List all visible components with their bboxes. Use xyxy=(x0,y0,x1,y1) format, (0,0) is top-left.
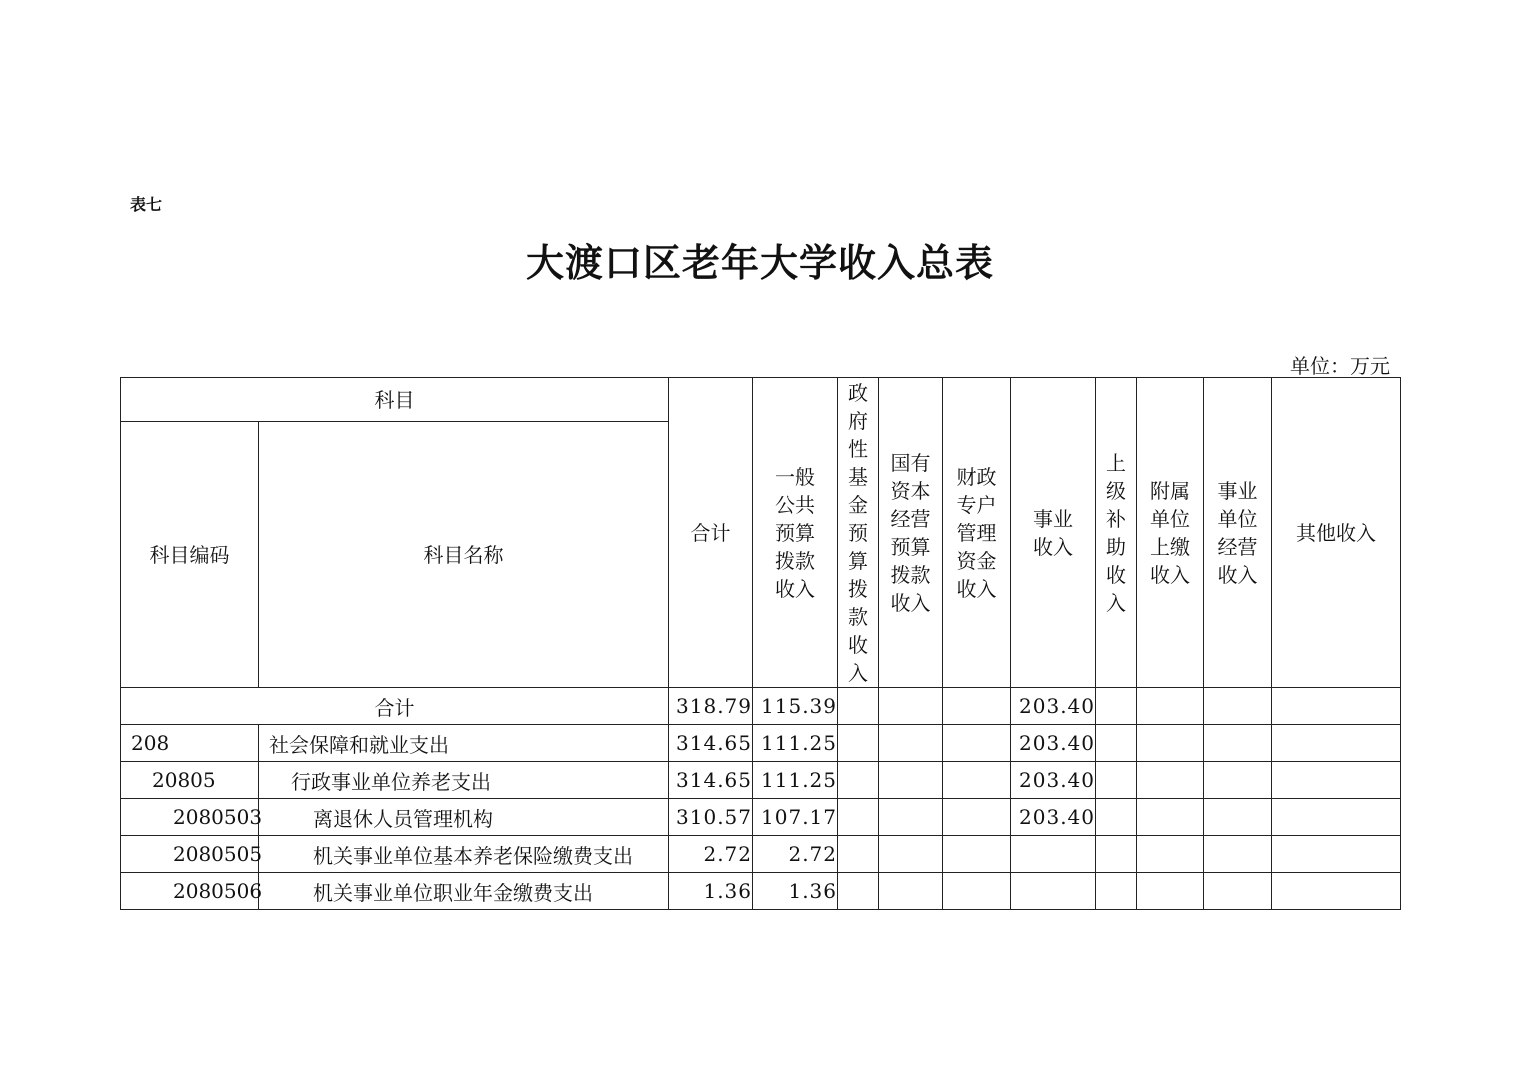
header-subject: 科目 xyxy=(121,378,669,422)
row-superior-subsidy xyxy=(1096,873,1137,910)
row-state-capital xyxy=(879,836,943,873)
table-row xyxy=(121,762,1401,799)
row-gov-fund xyxy=(838,725,879,762)
row-business-operation xyxy=(1204,762,1272,799)
total-row xyxy=(121,688,1401,725)
header-subject-code: 科目编码 xyxy=(121,422,259,688)
row-name: 机关事业单位基本养老保险缴费支出 xyxy=(259,836,669,873)
row-fiscal-special xyxy=(943,873,1011,910)
row-fiscal-special xyxy=(943,762,1011,799)
row-total: 310.57 xyxy=(669,799,753,836)
row-code: 208 xyxy=(121,725,259,762)
header-gov-fund: 政府性基金预算拨款收入 xyxy=(838,378,879,688)
row-name: 社会保障和就业支出 xyxy=(259,725,669,762)
header-other-income: 其他收入 xyxy=(1272,378,1401,688)
table-row xyxy=(121,799,1401,836)
row-business-operation xyxy=(1204,799,1272,836)
header-state-capital: 国有资本经营预算拨款收入 xyxy=(879,378,943,688)
row-business-income xyxy=(1011,836,1096,873)
row-state-capital xyxy=(879,725,943,762)
total-row-gov-fund xyxy=(838,688,879,725)
row-superior-subsidy xyxy=(1096,799,1137,836)
table-row xyxy=(121,725,1401,762)
row-general-budget: 111.25 xyxy=(753,725,838,762)
row-fiscal-special xyxy=(943,836,1011,873)
unit-label: 单位：万元 xyxy=(1290,354,1390,378)
row-other-income xyxy=(1272,799,1401,836)
header-fiscal-special: 财政专户管理资金收入 xyxy=(943,378,1011,688)
row-other-income xyxy=(1272,836,1401,873)
row-affiliated-payment xyxy=(1137,725,1204,762)
row-name: 行政事业单位养老支出 xyxy=(259,762,669,799)
row-code: 2080505 xyxy=(121,836,259,873)
header-subject-name: 科目名称 xyxy=(259,422,669,688)
header-superior-subsidy: 上级补助收入 xyxy=(1096,378,1137,688)
row-affiliated-payment xyxy=(1137,762,1204,799)
row-name: 机关事业单位职业年金缴费支出 xyxy=(259,873,669,910)
table-row xyxy=(121,836,1401,873)
row-state-capital xyxy=(879,873,943,910)
income-table xyxy=(120,377,1401,910)
row-code: 20805 xyxy=(121,762,259,799)
row-business-income: 203.40 xyxy=(1011,762,1096,799)
row-total: 314.65 xyxy=(669,762,753,799)
row-business-operation xyxy=(1204,873,1272,910)
total-row-state-capital xyxy=(879,688,943,725)
row-other-income xyxy=(1272,725,1401,762)
total-row-label: 合计 xyxy=(121,688,669,725)
header-total: 合计 xyxy=(669,378,753,688)
total-row-general-budget: 115.39 xyxy=(753,688,838,725)
total-row-fiscal-special xyxy=(943,688,1011,725)
total-row-other-income xyxy=(1272,688,1401,725)
row-superior-subsidy xyxy=(1096,725,1137,762)
total-row-superior-subsidy xyxy=(1096,688,1137,725)
row-affiliated-payment xyxy=(1137,799,1204,836)
header-affiliated-payment: 附属单位上缴收入 xyxy=(1137,378,1204,688)
row-other-income xyxy=(1272,762,1401,799)
table-row xyxy=(121,873,1401,910)
row-business-operation xyxy=(1204,836,1272,873)
row-state-capital xyxy=(879,799,943,836)
page-title: 大渡口区老年大学收入总表 xyxy=(525,240,994,285)
row-general-budget: 107.17 xyxy=(753,799,838,836)
row-name: 离退休人员管理机构 xyxy=(259,799,669,836)
row-fiscal-special xyxy=(943,799,1011,836)
row-total: 314.65 xyxy=(669,725,753,762)
row-gov-fund xyxy=(838,762,879,799)
row-other-income xyxy=(1272,873,1401,910)
total-row-total: 318.79 xyxy=(669,688,753,725)
row-state-capital xyxy=(879,762,943,799)
row-code: 2080506 xyxy=(121,873,259,910)
row-fiscal-special xyxy=(943,725,1011,762)
row-superior-subsidy xyxy=(1096,762,1137,799)
row-general-budget: 2.72 xyxy=(753,836,838,873)
total-row-business-income: 203.40 xyxy=(1011,688,1096,725)
row-code: 2080503 xyxy=(121,799,259,836)
row-gov-fund xyxy=(838,873,879,910)
row-business-income: 203.40 xyxy=(1011,799,1096,836)
row-business-operation xyxy=(1204,725,1272,762)
header-business-operation: 事业单位经营收入 xyxy=(1204,378,1272,688)
total-row-business-operation xyxy=(1204,688,1272,725)
row-total: 2.72 xyxy=(669,836,753,873)
header-general-budget: 一般公共预算拨款收入 xyxy=(753,378,838,688)
row-gov-fund xyxy=(838,836,879,873)
row-affiliated-payment xyxy=(1137,873,1204,910)
row-business-income xyxy=(1011,873,1096,910)
row-gov-fund xyxy=(838,799,879,836)
row-total: 1.36 xyxy=(669,873,753,910)
header-business-income: 事业收入 xyxy=(1011,378,1096,688)
row-business-income: 203.40 xyxy=(1011,725,1096,762)
row-general-budget: 1.36 xyxy=(753,873,838,910)
row-general-budget: 111.25 xyxy=(753,762,838,799)
row-superior-subsidy xyxy=(1096,836,1137,873)
table-label: 表七 xyxy=(130,195,163,214)
row-affiliated-payment xyxy=(1137,836,1204,873)
total-row-affiliated-payment xyxy=(1137,688,1204,725)
